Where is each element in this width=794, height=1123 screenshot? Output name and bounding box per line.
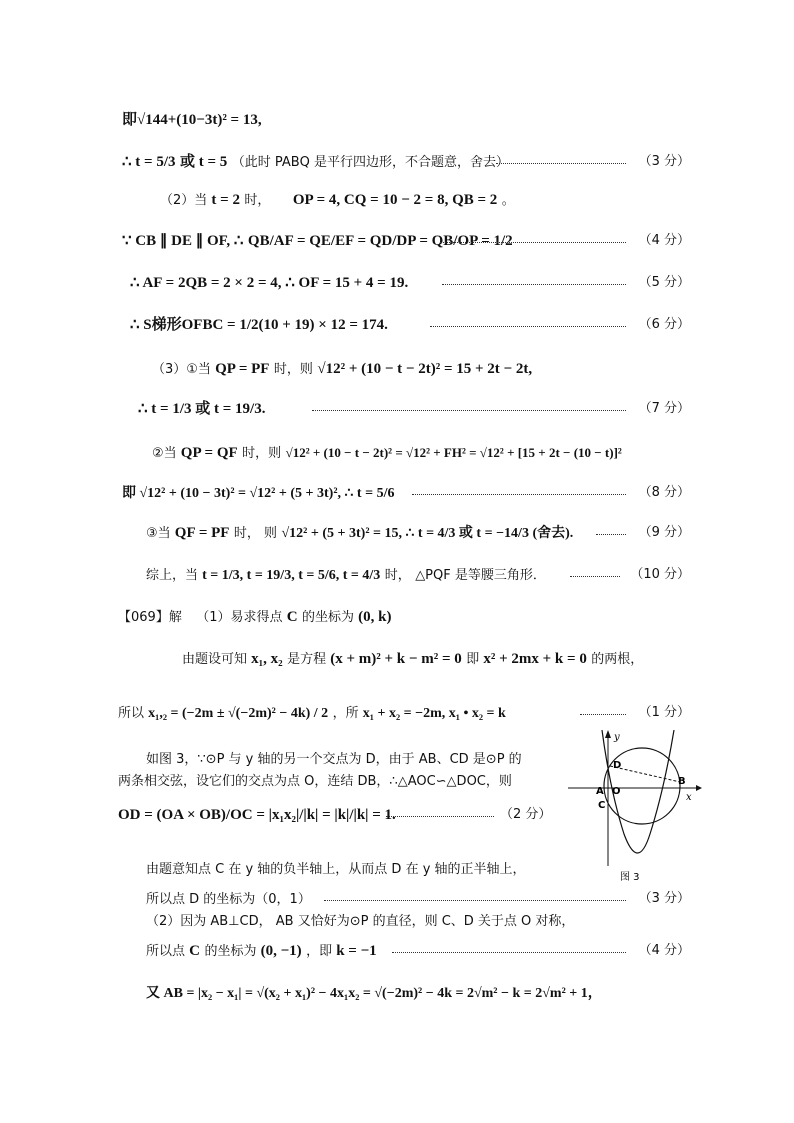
- leader-dots: [570, 576, 620, 577]
- label-22e: ，即: [306, 944, 337, 959]
- label-12a: 综上，当: [146, 568, 203, 583]
- label-c: C: [598, 800, 606, 811]
- label-14c: 是方程: [287, 652, 331, 667]
- line-23: [146, 976, 602, 1010]
- label-9a: ②当: [152, 446, 181, 461]
- line-14: [182, 642, 643, 676]
- leader-dots: [596, 534, 626, 535]
- label-11c: 时， 则: [233, 526, 278, 541]
- label-3a: （2）当: [160, 193, 212, 208]
- text-21: （2）因为 AB⊥CD， AB 又恰好为⊙P 的直径，则 C、D 关于点 O 对称，: [146, 914, 575, 929]
- label-d: D: [613, 760, 622, 771]
- leader-dots: [324, 900, 626, 901]
- label-11a: ③当: [146, 526, 175, 541]
- label-13b: （1）易求得点: [196, 610, 287, 625]
- eq-8: ∴ t = 1/3 或 t = 19/3.: [138, 401, 266, 417]
- figure-3: [566, 730, 702, 882]
- line-9: [152, 436, 622, 470]
- eq-14d: (x + m)² + k − m² = 0: [330, 651, 462, 667]
- label-9c: 时，则: [242, 446, 282, 461]
- x-axis-arrow: [696, 785, 702, 791]
- eq-22d: (0, −1): [260, 943, 302, 959]
- line-7: [152, 352, 532, 386]
- line-13: [118, 600, 391, 634]
- problem-tag: 【069】解: [118, 610, 182, 625]
- score-7: （7 分）: [638, 401, 690, 416]
- label-b: B: [678, 776, 686, 787]
- label-7c: 时，则: [273, 362, 313, 377]
- label-a: A: [596, 786, 604, 797]
- eq-2b: 5/3: [156, 154, 176, 170]
- eq-18: OD = (OA × OB)/OC = |x₁x₂|/|k| = |k|/|k| = 1.: [118, 807, 396, 823]
- eq-4a: ∵ CB ∥ DE ∥ OF, ∴: [122, 233, 244, 249]
- label-14e: 即: [466, 652, 484, 667]
- line-8: [138, 392, 265, 426]
- eq-2a: ∴ t =: [122, 154, 157, 170]
- eq-13e: (0, k): [358, 609, 392, 625]
- leader-dots: [430, 326, 626, 327]
- leader-dots: [312, 410, 626, 411]
- eq-14b: x₁, x₂: [251, 651, 283, 667]
- line-22: [146, 934, 377, 968]
- label-22a: 所以点: [146, 944, 190, 959]
- line-6: [130, 308, 388, 342]
- line-3: [160, 183, 515, 217]
- note-2: （此时 PABQ 是平行四边形，不合题意，舍去）: [231, 155, 510, 170]
- score-10: （10 分）: [630, 567, 690, 582]
- text-19: 由题意知点 C 在 y 轴的负半轴上，从而点 D 在 y 轴的正半轴上，: [146, 862, 526, 877]
- line-10: [122, 476, 394, 510]
- eq-22b: C: [189, 943, 200, 959]
- score-3b: （3 分）: [638, 891, 690, 906]
- text-16: 如图 3，∵⊙P 与 y 轴的另一个交点为 D，由于 AB、CD 是⊙P 的: [146, 752, 522, 767]
- line-1: [122, 103, 262, 137]
- eq-14f: x² + 2mx + k = 0: [483, 651, 587, 667]
- line-19: [146, 852, 526, 886]
- line-21: [146, 904, 574, 938]
- eq-1: 即√144+(10−3t)² = 13,: [122, 112, 262, 128]
- label-13d: 的坐标为: [301, 610, 359, 625]
- score-5: （5 分）: [638, 275, 690, 290]
- eq-11d: √12² + (5 + 3t)² = 15, ∴ t = 4/3 或 t = −14/3 (舍去).: [281, 526, 574, 541]
- score-6: （6 分）: [638, 317, 690, 332]
- eq-12b: t = 1/3, t = 19/3, t = 5/6, t = 4/3: [202, 568, 381, 583]
- eq-7d: √12² + (10 − t − 2t)² = 15 + 2t − 2t,: [317, 361, 533, 377]
- leader-dots: [496, 163, 626, 164]
- eq-22f: k = −1: [336, 943, 377, 959]
- leader-dots: [440, 242, 626, 243]
- eq-3b: t = 2: [211, 192, 240, 208]
- label-15a: 所以: [118, 706, 149, 721]
- label-y: y: [614, 732, 620, 743]
- score-4: （4 分）: [638, 233, 690, 248]
- eq-23: 又 AB = |x₂ − x₁| = √(x₂ + x₁)² − 4x₁x₂ = √(−2m)² − 4k = 2√m² − k = 2√m² + 1，: [146, 986, 602, 1001]
- label-3c: 时，: [244, 193, 271, 208]
- y-axis-arrow: [605, 730, 611, 738]
- line-11: [146, 516, 573, 550]
- eq-13c: C: [286, 609, 298, 625]
- eq-11b: QF = PF: [174, 525, 230, 541]
- eq-3d: OP = 4, CQ = 10 − 2 = 8, QB = 2: [292, 192, 498, 208]
- eq-9b: QP = QF: [180, 445, 238, 461]
- eq-6: ∴ S梯形OFBC = 1/2(10 + 19) × 12 = 174.: [130, 317, 388, 333]
- line-4: [122, 224, 513, 258]
- leader-dots: [412, 494, 626, 495]
- line-17: [118, 764, 512, 798]
- figure-caption: 图 3: [620, 872, 640, 882]
- line-12: [146, 558, 546, 592]
- label-22c: 的坐标为: [204, 944, 261, 959]
- eq-15d: x₁ + x₂ = −2m, x₁ • x₂ = k: [362, 706, 506, 721]
- eq-9d: √12² + (10 − t − 2t)² = √12² + FH² = √12² + [15 + 2t − (10 − t)]²: [285, 445, 622, 460]
- score-4b: （4 分）: [638, 943, 690, 958]
- label-o: O: [612, 786, 621, 797]
- label-3e: 。: [501, 193, 515, 208]
- score-2: （2 分）: [500, 807, 552, 822]
- line-5: [130, 266, 408, 300]
- text-17: 两条相交弦，设它们的交点为点 O，连结 DB，∴△AOC∽△DOC，则: [118, 774, 512, 789]
- line-15: [118, 696, 506, 730]
- leader-dots: [386, 816, 494, 817]
- label-15c: ，所: [332, 706, 363, 721]
- line-2: [122, 145, 509, 179]
- eq-10: 即 √12² + (10 − 3t)² = √12² + (5 + 3t)², ∴ t = 5/6: [122, 486, 395, 501]
- eq-4b: QB/AF = QE/EF = QD/DP = QB/OP = 1/2: [247, 233, 513, 249]
- label-12c: 时，: [384, 568, 411, 583]
- leader-dots: [442, 284, 626, 285]
- label-14a: 由题设可知: [182, 652, 252, 667]
- score-1: （1 分）: [638, 705, 690, 720]
- label-x: x: [686, 792, 692, 803]
- leader-dots: [580, 714, 626, 715]
- text-20: 所以点 D 的坐标为（0，1）: [146, 892, 311, 907]
- score-9: （9 分）: [638, 525, 690, 540]
- eq-7b: QP = PF: [215, 361, 270, 377]
- label-14g: 的两根，: [591, 652, 644, 667]
- line-18: [118, 798, 396, 832]
- eq-5: ∴ AF = 2QB = 2 × 2 = 4, ∴ OF = 15 + 4 = 19.: [130, 275, 409, 291]
- eq-2c: 或 t = 5: [179, 154, 228, 170]
- eq-15b: x₁,₂ = (−2m ± √(−2m)² − 4k) / 2: [148, 706, 329, 721]
- leader-dots: [392, 952, 626, 953]
- label-7a: （3）①当: [152, 362, 216, 377]
- score-8: （8 分）: [638, 485, 690, 500]
- score-3: （3 分）: [638, 154, 690, 169]
- label-12d: △PQF 是等腰三角形．: [415, 568, 546, 583]
